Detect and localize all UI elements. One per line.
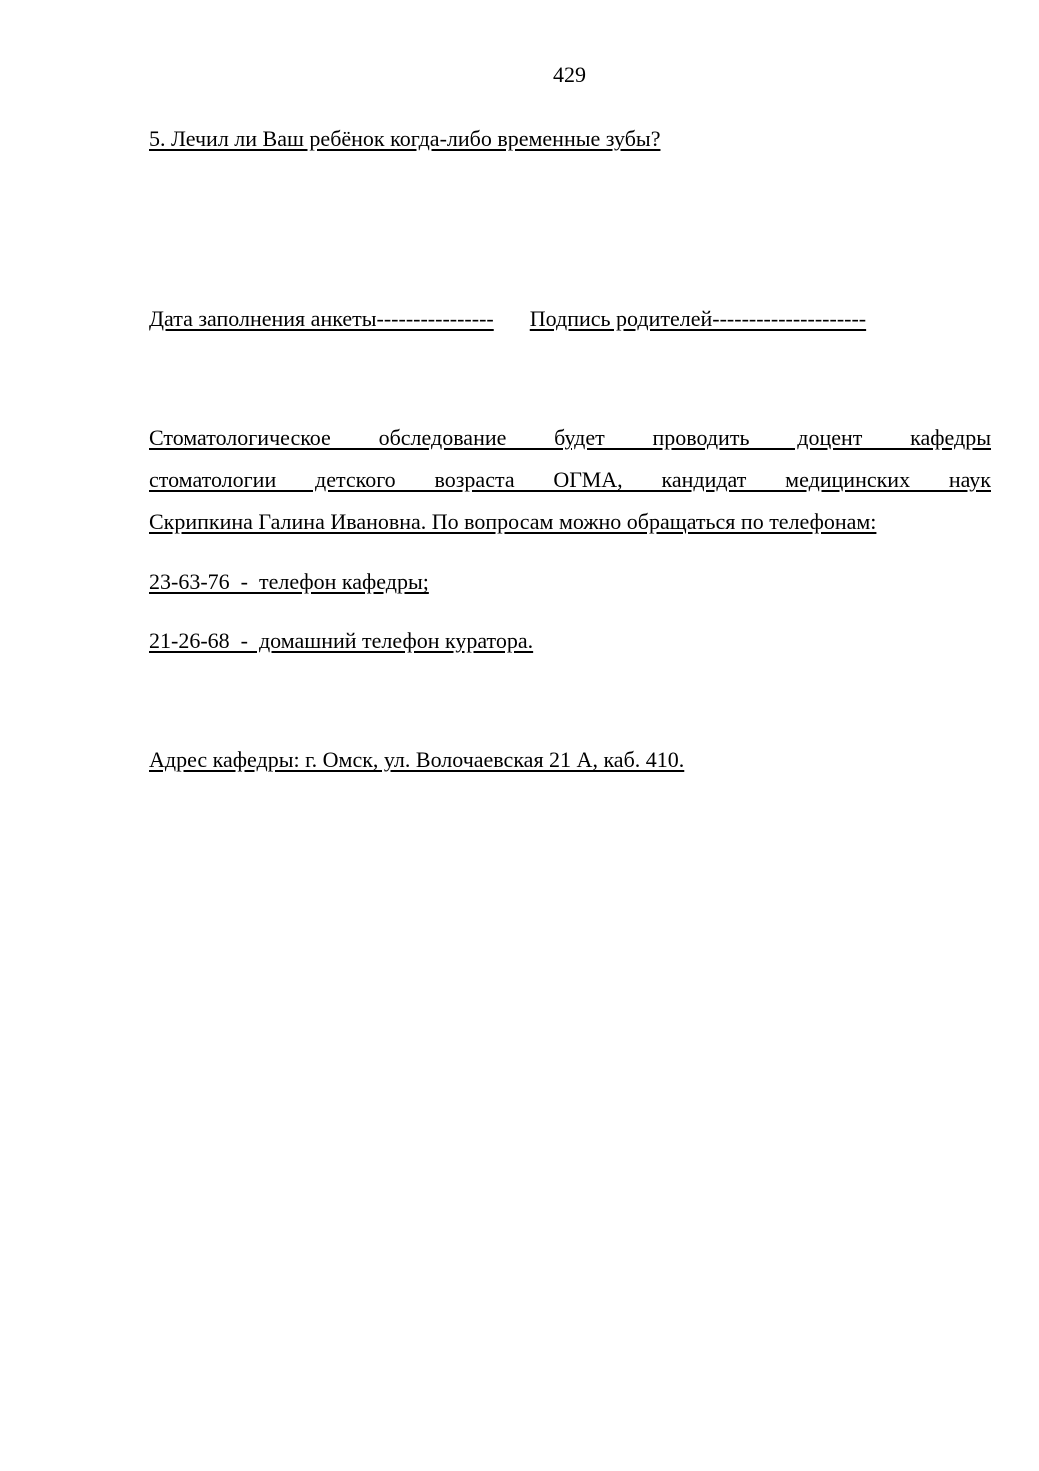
- address-text: Адрес кафедры: г. Омск, ул. Волочаевская 21 А, каб. 410.: [149, 747, 685, 772]
- page-number: 429: [553, 62, 586, 87]
- phone-curator: 21-26-68 - домашний телефон куратора.: [149, 628, 534, 653]
- question-text: 5. Лечил ли Ваш ребёнок когда-либо временные зубы?: [149, 126, 661, 151]
- info-line-1: Стоматологическое обследование будет проводить доцент кафедры: [149, 425, 991, 450]
- signature-label: Подпись родителей---------------------: [529, 306, 867, 331]
- signature-line: [149, 306, 866, 332]
- phone-department: 23-63-76 - телефон кафедры;: [149, 569, 429, 594]
- info-line-3: Скрипкина Галина Ивановна. По вопросам можно обращаться по телефонам:: [149, 509, 877, 534]
- info-line-2: стоматологии детского возраста ОГМА, кандидат медицинских наук: [149, 467, 991, 492]
- date-label: Дата заполнения анкеты----------------: [149, 306, 494, 331]
